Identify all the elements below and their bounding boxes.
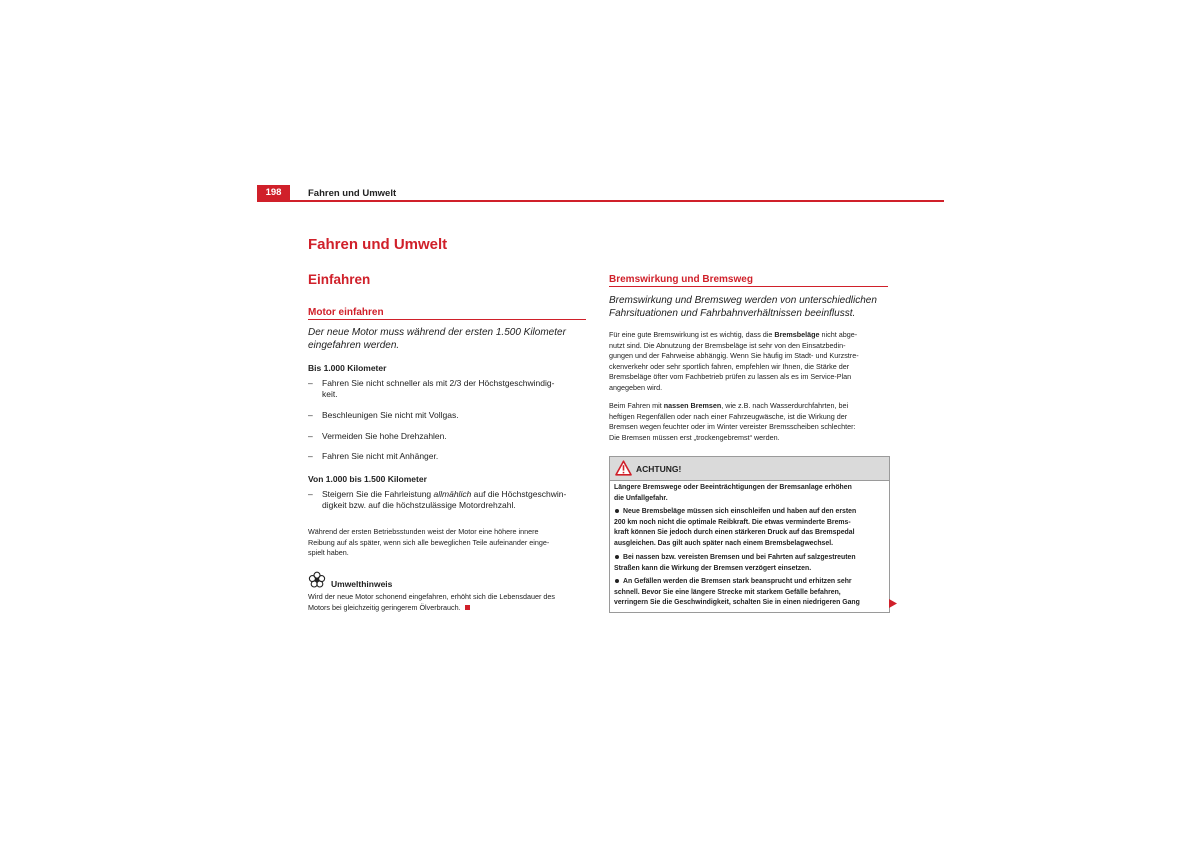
list-dash: – [308, 489, 313, 499]
text-run: Steigern Sie die Fahrleistung [322, 489, 434, 499]
warning-line: Straßen kann die Wirkung der Bremsen verzögert einsetzen. [614, 564, 812, 572]
list-item [308, 431, 593, 443]
env-note-text [308, 592, 598, 613]
warning-line: Längere Bremswege oder Beeinträchtigungen der Bremsanlage erhöhen [614, 484, 852, 491]
warning-triangle-icon [615, 460, 632, 476]
list-item [308, 489, 598, 513]
paragraph-line: spielt haben. [308, 548, 349, 557]
warning-box [609, 456, 890, 613]
bullet-dot-icon [615, 579, 619, 583]
list-dash: – [308, 410, 313, 420]
text-run: auf die Höchstgeschwin- [471, 489, 567, 499]
warning-line: 200 km noch nicht die optimale Reibkraft. Die etwas verminderte Brems- [614, 518, 851, 526]
list-dash: – [308, 431, 313, 441]
page-number: 198 [257, 185, 290, 201]
list-item-line [322, 489, 598, 500]
list-item-line: keit. [322, 389, 338, 399]
subheading-rule [308, 319, 586, 320]
list-item [308, 378, 593, 402]
list-item [308, 410, 593, 422]
warning-line [614, 553, 886, 564]
text-run: An Gefällen werden die Bremsen stark beansprucht und erhitzen sehr [623, 578, 852, 585]
paragraph-line: nutzt sind. Die Abnutzung der Bremsbeläge ist sehr von den Einsatzbedin- [609, 340, 846, 350]
text-run: Bei nassen bzw. vereisten Bremsen und bei Fahrten auf salzgestreuten [623, 554, 856, 561]
paragraph-line [609, 330, 899, 341]
section-title: Einfahren [308, 272, 371, 287]
continue-arrow-icon [889, 599, 897, 608]
warning-line [614, 507, 886, 518]
lead-line: Der neue Motor muss während der ersten 1.500 Kilometer [308, 327, 566, 338]
lead-line: Fahrsituationen und Fahrbahnverhältnissen beeinflusst. [609, 308, 856, 319]
list-dash: – [308, 451, 313, 461]
lead-line: Bremswirkung und Bremsweg werden von unterschiedlichen [609, 295, 877, 306]
env-note-line: Wird der neue Motor schonend eingefahren, erhöht sich die Lebensdauer des [308, 592, 555, 601]
lead-text [609, 294, 899, 320]
paragraph-line: gungen und der Fahrweise abhängig. Wenn Sie häufig im Stadt- und Kurzstre- [609, 351, 859, 360]
bullet-dot-icon [615, 555, 619, 559]
text-run: Neue Bremsbeläge müssen sich einschleifen und haben auf den ersten [623, 508, 857, 515]
paragraph-line: heftigen Regenfällen oder nach einer Fahrzeugwäsche, ist die Wirkung der [609, 411, 848, 421]
emphasis-text: allmählich [433, 489, 472, 499]
paragraph-line: Bremsen wegen feuchter oder im Winter vereister Bremsscheiben schlechter: [609, 422, 856, 431]
end-of-section-square-icon [465, 605, 470, 610]
text-run: Motors bei gleichzeitig geringerem Ölverbrauch. [308, 602, 461, 612]
list-item-line: Fahren Sie nicht schneller als mit 2/3 der Höchstgeschwindig- [322, 378, 555, 388]
text-run: Beim Fahren mit [609, 401, 664, 410]
paragraph-line [609, 401, 899, 412]
lead-line: eingefahren werden. [308, 340, 400, 351]
subheading-bremswirkung: Bremswirkung und Bremsweg [609, 274, 753, 285]
group-label-1000: Bis 1.000 Kilometer [308, 363, 387, 373]
paragraph-break-in [308, 527, 598, 559]
warning-line: ausgleichen. Das gilt auch später nach einem Bremsbelagwechsel. [614, 539, 834, 547]
paragraph-line: Reibung auf als später, wenn sich alle beweglichen Teile aufeinander einge- [308, 537, 550, 547]
paragraph-line: Die Bremsen müssen erst „trockengebremst“ werden. [609, 432, 780, 442]
paragraph-wet-brakes [609, 401, 899, 443]
warning-header [610, 457, 889, 481]
env-note-line [308, 603, 598, 614]
list-item-line: digkeit bzw. auf die höchstzulässige Motordrehzahl. [322, 500, 516, 510]
bold-term: Bremsbeläge [774, 330, 820, 339]
text-run: , wie z.B. nach Wasserdurchfahrten, bei [721, 401, 849, 410]
subheading-motor-einfahren: Motor einfahren [308, 307, 384, 318]
header-rule [257, 200, 944, 202]
text-run: nicht abge- [819, 330, 858, 339]
warning-title: ACHTUNG! [636, 464, 682, 474]
warning-line: verringern Sie die Geschwindigkeit, schalten Sie in einen niedrigeren Gang [614, 599, 860, 606]
warning-intro [614, 483, 886, 504]
paragraph-line: ckenverkehr oder sehr sportlich fahren, empfehlen wir Ihnen, die Stärke der [609, 361, 850, 371]
warning-line: die Unfallgefahr. [614, 494, 668, 502]
warning-line: schnell. Bevor Sie eine längere Strecke mit starkem Gefälle befahren, [614, 588, 841, 596]
paragraph-line: Während der ersten Betriebsstunden weist der Motor eine höhere innere [308, 527, 539, 536]
list-item-line: Vermeiden Sie hohe Drehzahlen. [322, 431, 447, 441]
warning-bullet [614, 553, 886, 574]
list-item-line: Fahren Sie nicht mit Anhänger. [322, 451, 439, 461]
flower-icon [308, 571, 326, 589]
text-run: Für eine gute Bremswirkung ist es wichtig, dass die [609, 330, 775, 339]
list-item [308, 451, 593, 463]
paragraph-line: angegeben wird. [609, 382, 663, 392]
warning-bullet [614, 577, 886, 609]
list-item-line: Beschleunigen Sie nicht mit Vollgas. [322, 410, 459, 420]
warning-bullet [614, 507, 886, 549]
warning-line [614, 577, 886, 588]
env-note-title: Umwelthinweis [331, 579, 393, 589]
chapter-title: Fahren und Umwelt [308, 236, 448, 253]
paragraph-line: Bremsbeläge öfter vom Fachbetrieb prüfen zu lassen als es im Service-Plan [609, 372, 852, 381]
subheading-rule [609, 286, 888, 287]
bullet-dot-icon [615, 509, 619, 513]
warning-line: kraft können Sie jedoch durch einen stärkeren Druck auf das Bremspedal [614, 529, 855, 536]
group-label-1000-1500: Von 1.000 bis 1.500 Kilometer [308, 474, 427, 484]
lead-text [308, 326, 593, 352]
bold-term: nassen Bremsen [663, 401, 722, 410]
running-header: Fahren und Umwelt [308, 188, 397, 199]
list-dash: – [308, 378, 313, 388]
paragraph-brake-pads [609, 330, 899, 393]
